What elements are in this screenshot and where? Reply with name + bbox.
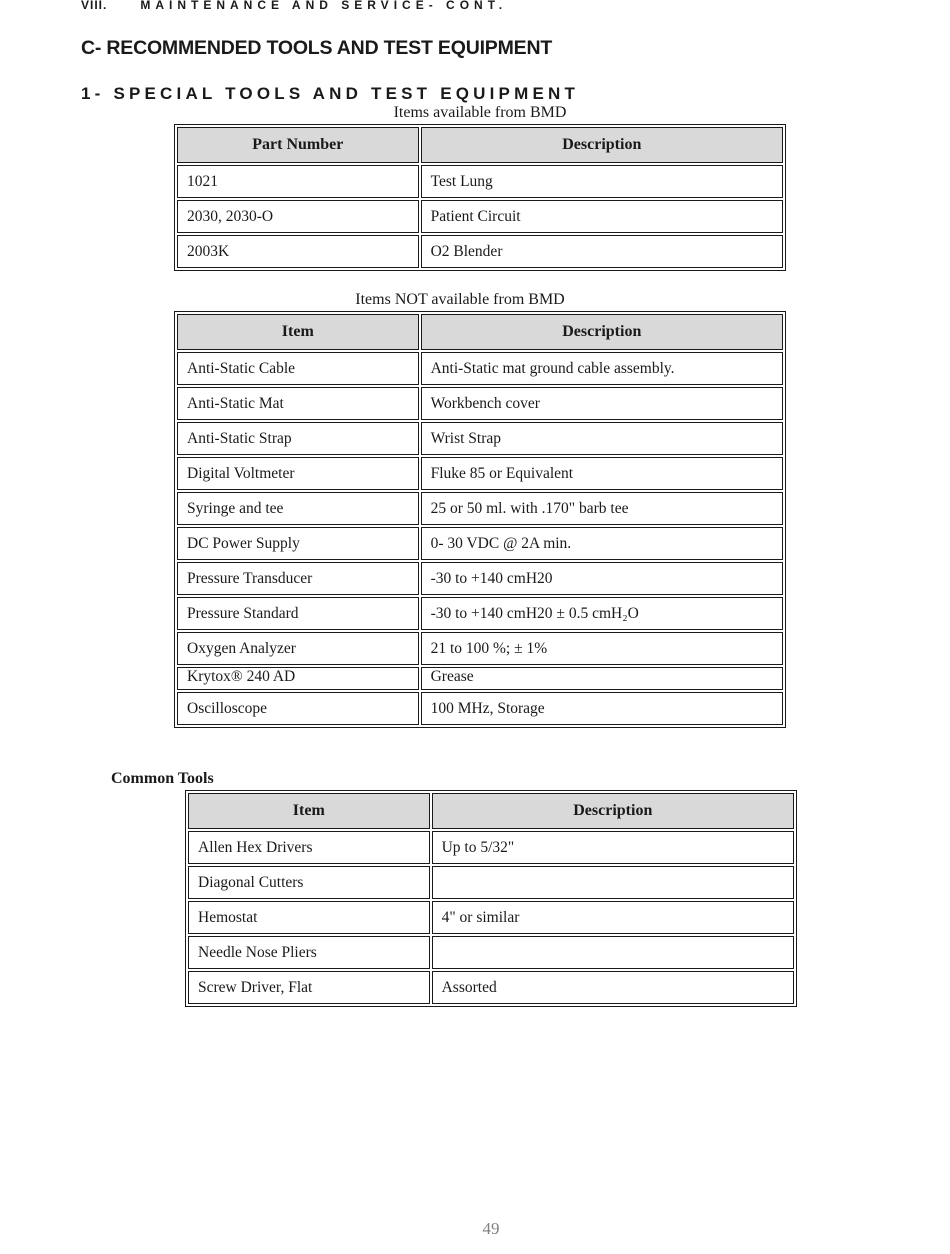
description-cell [432,866,794,899]
part-number-cell: 2003K [177,235,419,268]
table-row [177,387,783,420]
table-row [177,667,783,690]
common-tools-label: Common Tools [111,770,214,787]
description-cell: O2 Blender [421,235,783,268]
column-header-description: Description [432,793,794,829]
item-cell: Digital Voltmeter [177,457,419,490]
bmd-table-container [174,124,786,271]
description-cell: Wrist Strap [421,422,783,455]
item-cell: Syringe and tee [177,492,419,525]
item-cell: Oxygen Analyzer [177,632,419,665]
description-cell: Fluke 85 or Equivalent [421,457,783,490]
item-cell: Oscilloscope [177,692,419,725]
bmd-table [174,124,786,271]
subsection-title: 1- SPECIAL TOOLS AND TEST EQUIPMENT [81,84,580,103]
table-header-row [177,314,783,350]
column-header-item: Item [177,314,419,350]
table-row [177,527,783,560]
table-row [188,901,794,934]
part-number-cell: 2030, 2030-O [177,200,419,233]
running-header [81,0,507,12]
table-row [188,936,794,969]
page-number: 49 [482,1219,500,1238]
table-row [188,971,794,1004]
description-cell: Up to 5/32" [432,831,794,864]
table-header-row [188,793,794,829]
item-cell: Needle Nose Pliers [188,936,430,969]
description-cell [432,936,794,969]
part-number-cell: 1021 [177,165,419,198]
item-cell: Anti-Static Strap [177,422,419,455]
description-cell: Anti-Static mat ground cable assembly. [421,352,783,385]
description-cell: Test Lung [421,165,783,198]
description-cell: 0- 30 VDC @ 2A min. [421,527,783,560]
item-cell: Anti-Static Cable [177,352,419,385]
table-row [177,422,783,455]
table-row [188,831,794,864]
not-bmd-table-container [174,311,786,728]
table-row [177,597,783,630]
item-cell: Allen Hex Drivers [188,831,430,864]
description-cell: 4" or similar [432,901,794,934]
description-cell: Workbench cover [421,387,783,420]
item-cell: Anti-Static Mat [177,387,419,420]
table-row [177,492,783,525]
chapter-title: MAINTENANCE AND SERVICE- CONT. [140,0,508,12]
table-row [188,866,794,899]
section-title: C- RECOMMENDED TOOLS AND TEST EQUIPMENT [81,37,553,59]
chapter-number: VIII. [81,0,108,12]
column-header-description: Description [421,314,783,350]
common-tools-table-container [185,790,797,1007]
table-row [177,352,783,385]
not-bmd-table-caption: Items NOT available from BMD [355,291,565,308]
table-row [177,165,783,198]
item-cell: Hemostat [188,901,430,934]
description-cell: 21 to 100 %; ± 1% [421,632,783,665]
common-tools-table [185,790,797,1007]
description-cell: Grease [421,667,783,690]
not-bmd-table [174,311,786,728]
description-cell: 100 MHz, Storage [421,692,783,725]
table-header-row [177,127,783,163]
table-row [177,562,783,595]
bmd-table-caption: Items available from BMD [393,104,567,121]
table-row [177,632,783,665]
item-cell: Diagonal Cutters [188,866,430,899]
description-cell: -30 to +140 cmH20 ± 0.5 cmH₂O [421,597,783,630]
table-row [177,457,783,490]
table-row [177,235,783,268]
table-row [177,200,783,233]
description-cell: Assorted [432,971,794,1004]
column-header-description: Description [421,127,783,163]
item-cell: Screw Driver, Flat [188,971,430,1004]
item-cell: Pressure Transducer [177,562,419,595]
item-cell: DC Power Supply [177,527,419,560]
column-header-part-number: Part Number [177,127,419,163]
description-cell: -30 to +140 cmH20 [421,562,783,595]
table-row [177,692,783,725]
description-cell: Patient Circuit [421,200,783,233]
item-cell: Pressure Standard [177,597,419,630]
item-cell: Krytox® 240 AD [177,667,419,690]
column-header-item: Item [188,793,430,829]
description-cell: 25 or 50 ml. with .170" barb tee [421,492,783,525]
